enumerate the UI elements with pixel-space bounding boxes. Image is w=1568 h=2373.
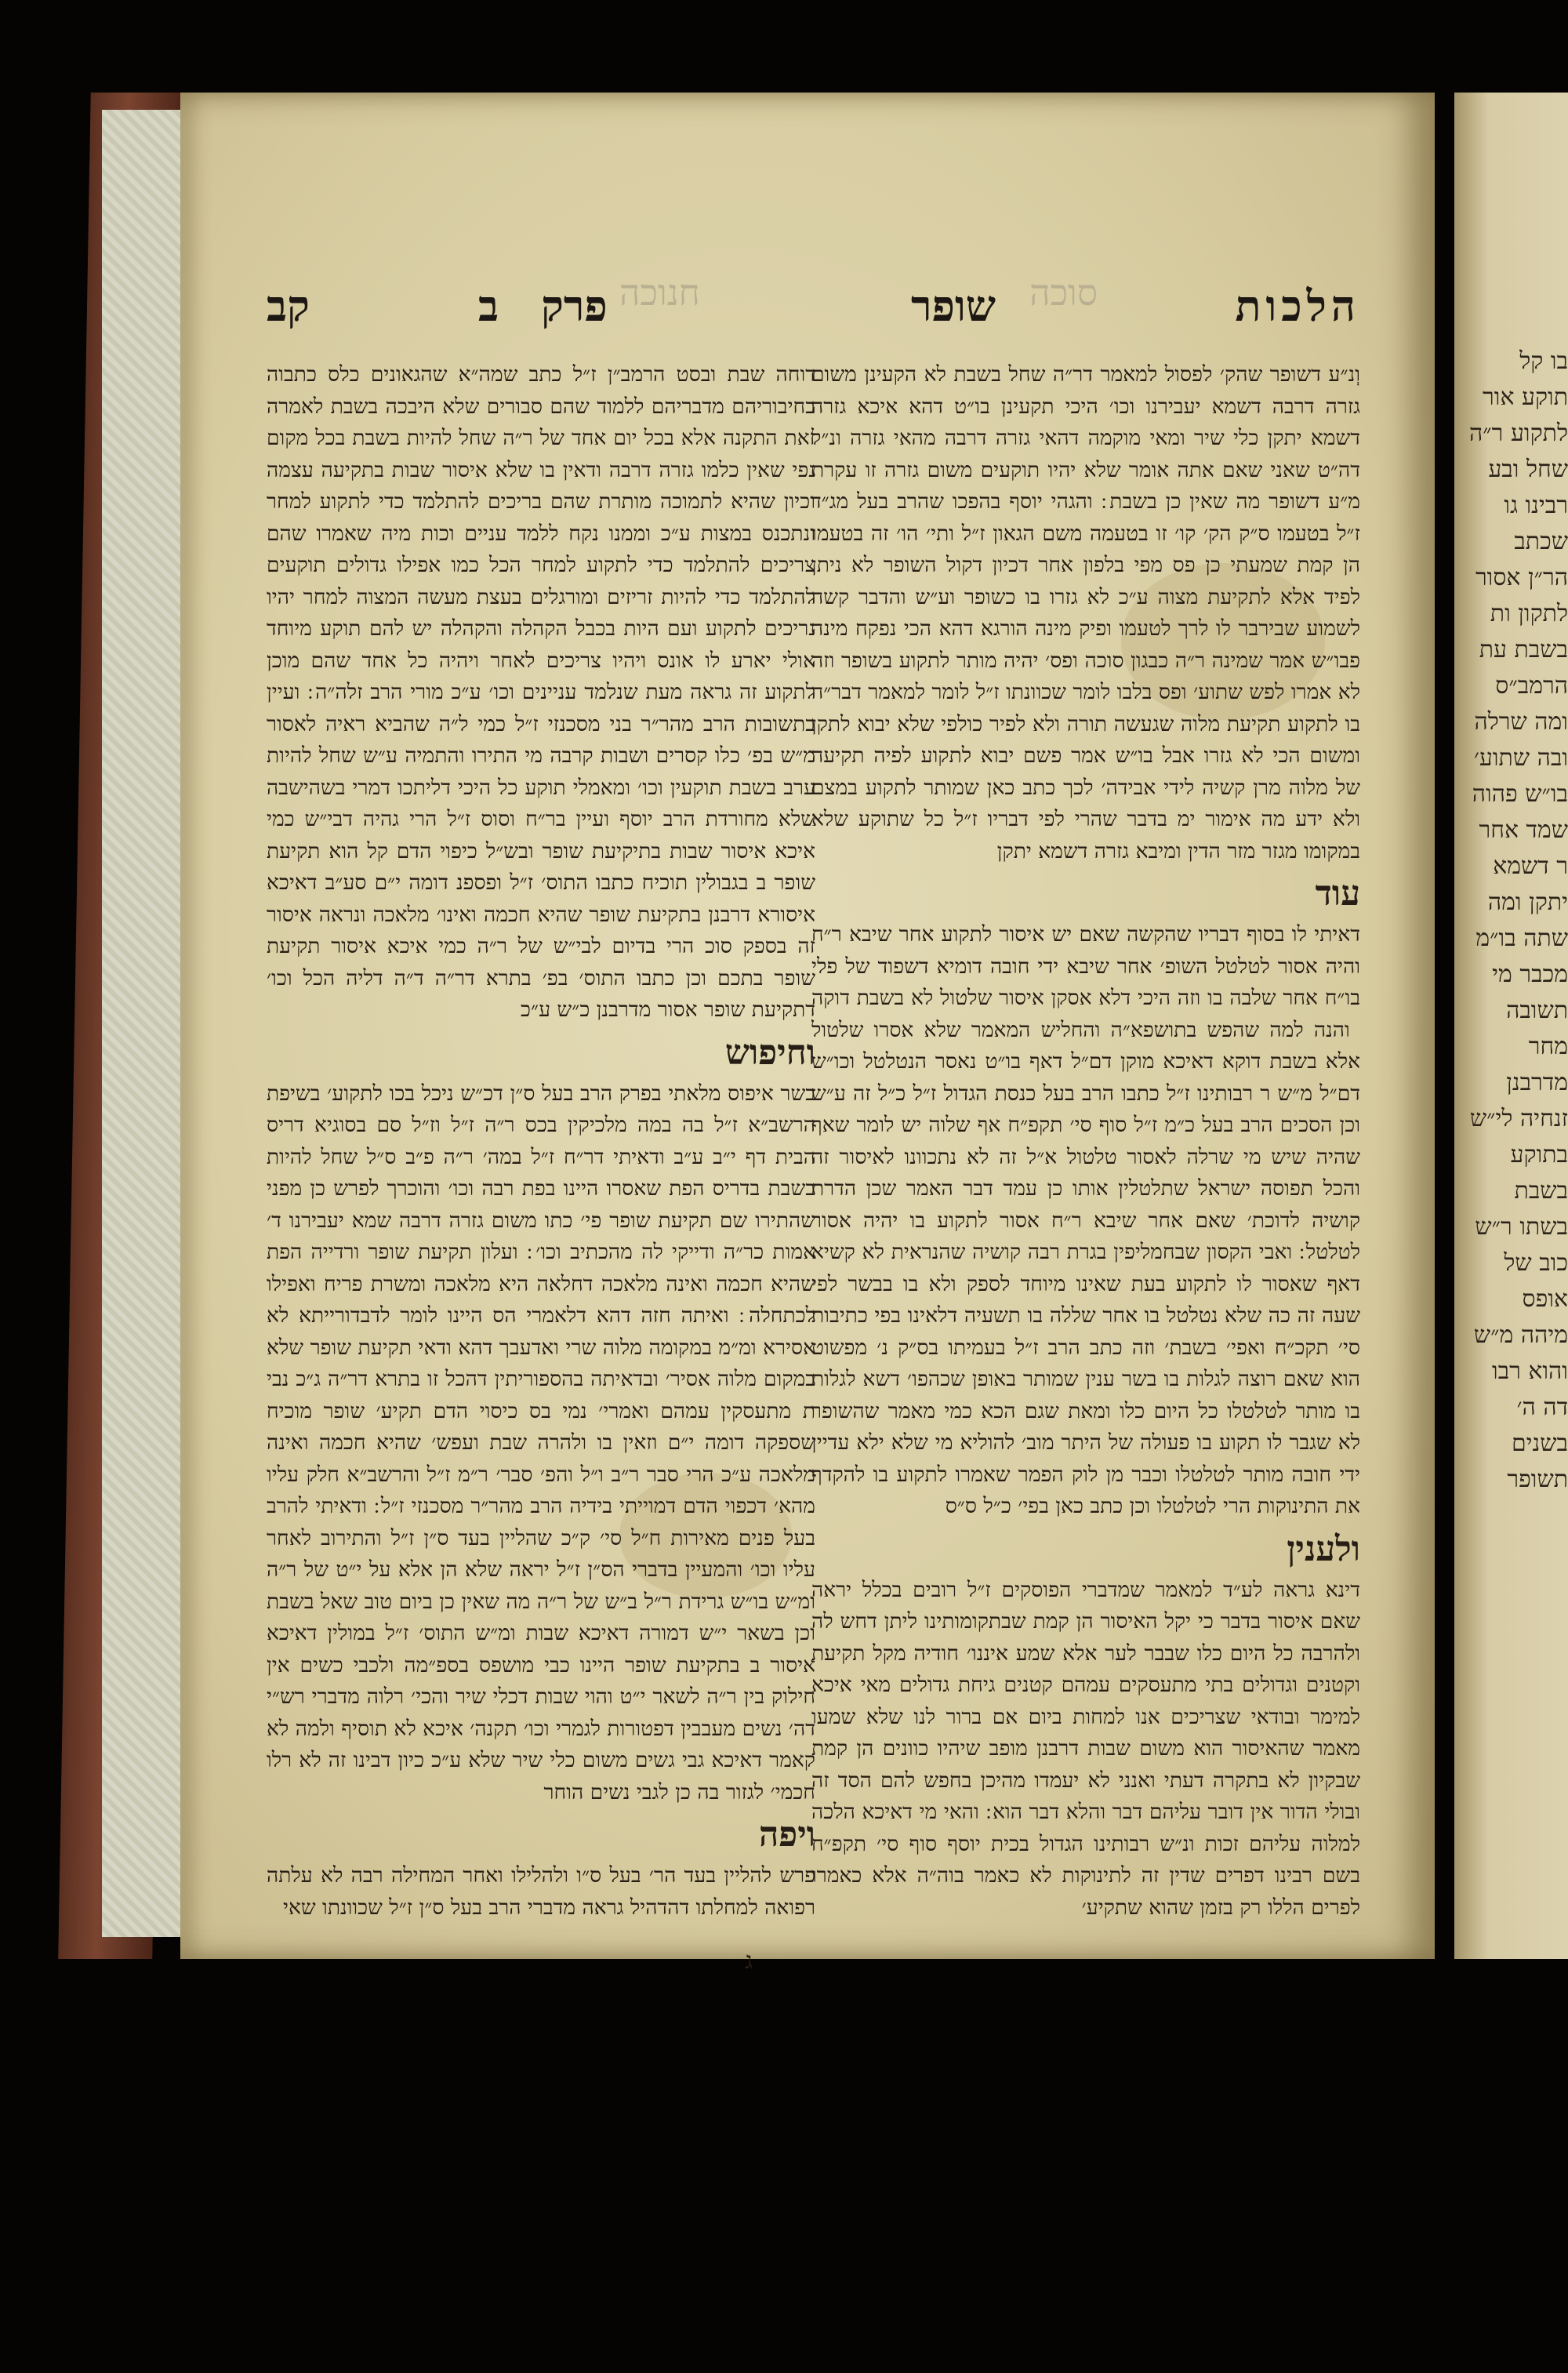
adjacent-page-text: בו קל תוקע אור לתקוע ר״ה שחל ובע רבינו גו שכתב הר״ן אסור לתקון ות בשבת עת הרמב״ס ומה שרלה ובה שתוע׳ בו״ש פהוה שמד אחר ר דשמא יתקן ומה שתה בו״מ מכבר מי תשובה מחר מדרבנן זנחיה לי״ש בתוקע בשבת בשתו ר״ש כוב של אופס מיהה מ״ש והוא רבו דה ה׳ בשנים תשופר bbox=[1469, 347, 1568, 1493]
header-title: הלכות bbox=[1235, 281, 1360, 331]
signature-mark: ג bbox=[745, 1947, 753, 1975]
running-header bbox=[180, 281, 1435, 351]
paragraph: בשר איפוס מלאתי בפרק הרב בעל ס״ן דכ״ש ניכל בכו לתקוע׳ בשיפת הרשב״א ז״ל בה במה מלכיקין בכס ר״ה ז״ל וז״ל סם בסוגיא דריס הבית דף י״ב ע״ב ודאיתי דר״ח ז״ל במה׳ ר״ה פ״ב ס״ל שחל להיות בשבת בדריס הפת שאסרו היינו בפת רבה וכו׳ והוכרך לפרש כן מפני שהתירו שם תקיעת שופר פי׳ כתו משום גזרה דרבה שמא יעבירנו ד׳ אמות כר״ה ודייקי לה מהכתיב וכו׳ ׃ ועלון תקיעת שופר ורדייה הפת שהיא חכמה ואינה מלאכה דחלאה היא מלאכה ומשרת פריח ואפילו לכתחלה ׃ ואיתה חזה דהא דלאמרי הס היינו לומר לדבדורייתא לא אסירא ומ״מ במקומה מלוה שרי ואדעבך דהא ודאי תקיעת שופר שלא במקום מלוה אסיר׳ ובדאיתה בהספוריתין דהכל זו בתרא דר״ה ג״כ נבי ת מתעסקין עמהם ואמרי׳ נמי בס כיסוי הדם תקיע׳ שופר מוכיח שספקה דומה י״ם וזאין בו ולהרה שבת ועפש׳ שהיא חכמה ואינה מלאכה ע״כ הרי סבר ר״ב ו״ל והפ׳ סבר׳ ר״מ ז״ל והרשב״א חלק עליו מהא׳ דכפוי הדם דמוייתי בידיה הרב מהר״ר מסכנזי ז״ל ׃ ודאיתי להרב בעל פנים מאירות ח״ל סי׳ ק״כ שהליין בעד ס״ן ז״ל והתירוב לאחר עליו וכו׳ והמעיין בדברי הס״ן ז״ל יראה שלא הן אלא על י״ט של ר״ה ומ״ש בו״ש גרידת ר״ל ב״ש של ר״ה מה שאין כן ביום טוב שאל בשבת וכן בשאר י״ש דמורה דאיכא שבות ומ״ש התוס׳ ז״ל במולין דאיכא איסור ב בתקיעת שופר היינו כבי מושפס בספ״מה ולכבי כשים אין חילוק בין ר״ה לשאר י״ט והוי שבות דכלי שיר והכי׳ רלוה מדברי רש״י דה׳ נשים מעבבין דפטורות לגמרי וכו׳ תקנה׳ איכא לא תוסיף ולמה לא קאמר דאיכא גבי גשים משום כלי שיר שלא ע״כ כיון דבינו זה לא רלו חכמי׳ לגזור בה כן לגבי נשים הוחר bbox=[267, 1081, 815, 1804]
adjacent-page bbox=[1454, 93, 1568, 1959]
lead-word: עוד bbox=[1315, 874, 1360, 914]
paragraph: דינא גראה לע״ד למאמר שמדברי הפוסקים ז״ל רובים בכלל יראה שאם איסור בדבר כי יקל האיסור הן קמת שבתקומותינו ליתן דחש לה ולהרבה כל היום כלו שבבר לער אלא שמע איננו׳ חודיה מקל תקיעת וקטנים וגדולים בתי מתעסקים עמהם קטנים גיחת גדולים מאי איכא למימר ובודאי שצריכים אנו למחות ביום אם ברור לנו שלא שמעו מאמר שהאיסור הוא משום שבות דרבנן מופב שיהיו כוונים הן קמת שבקיון לא בתקרה דעתי ואנני לא יעמדו מהיכן בחפש להם הסד זה ובולי הדור אין דובר עליהם דבר והלא דבר הוא ׃ והאי מי דאיכא הלכה למלוה עליהם זכות ונ״ש רבותינו הגדול בכית יוסף סוף סי׳ תקפ״ח בשם רבינו דפרים שדין זה לתינוקות לא כאמר בוה״ה אלא כאמרו לפרים הללו רק בזמן שהוא שתקיע׳ bbox=[811, 1577, 1360, 1920]
paragraph: וְנ״ע דשופר שהק׳ לפסול למאמר דר״ה שחל בשבת לא הקעינן משום גזרה דרבה דשמא יעבירנו וכו׳ היכי תקעינן בו״ט דהא איכא גזרה דשמא יתקן כלי שיר ומאי מוקמה דהאי גזרה דרבה מהאי גזרה ונ״ל דה״ט שאני שאם אתה אומר שלא יהיו תוקעים משום גזרה זו עקרת מ״ע דשופר מה שאין כן בשבת ׃ והגהי יוסף בהפכו שהרב בעל מג״ד ז״ל בטעמו ס״ק הק׳ קו׳ זו בטעמה משם הגאון ז״ל ותי׳ הו׳ זה בטעמו הן קמת שמעתי כן פס מפי בלפון אחר דכיון דקול השופר לא ניתן לפיד אלא לתקיעת מצוה ע״כ לא גזרו בו כשופר וע״ש והדבר קשה לשמוע שבירבר לו לרך לטעמו ופיק מינה הורגא דהא הכי נפקח מינה פבו״ש אמר שמינה ר״ה כבגון סוכה ופס׳ יהיה מותר לתקוע בשופר וזה לא אמרו לפש שתוע׳ ופס בלבו לומר שכוונתו ז״ל לומר למאמר דבר״ה בו לתקוע תקיעת מלוה שגעשה תורה ולא לפיר כולפי שלא יבוא לתקן ומשום הכי לא גזרו אבל בו״ש אמר פשם יבוא לתקוע לפיה תקיעה של מלוה מרן קשיה לידי אבידה׳ לכך כתב כאן שמותר לתקוע במצם ולא ידע מה אימור ימ בדבר שהרי לפי דבריו ז״ל כל שתוקע שלא במקומו מגזר מזר הדין ומיבא גזרה דשמא יתקן bbox=[811, 362, 1360, 863]
lead-word: ויפה bbox=[758, 1815, 815, 1855]
paragraph: פרש להליין בעד הר׳ בעל ס״ו ולהלילו ואחר המחילה רבה לא עלתה רפואה למחלתו דהדהיל גראה מדברי הרב בעל ס״ן ז״ל שכוונתו שאי bbox=[267, 1863, 815, 1920]
paragraph: דוחה שבת ובסט הרמב״ן ז״ל כתב שמה״א שהגאונים כלס כתבוה בחיבוריהם מדבריהם ללמוד שהם סבורים שלא היבכה בשבת לאמרה זאת התקנה אלא בכל יום אחד של ר״ה שחל להיות בשבת בכל מקום נפי שאין כלמו גזרה דרבה ודאין בו שלא איסור שבות בתקיעה עצמה וכיון שהיא לתמוכה מותרת שהם בריכים להתלמד כדי לתקוע למחר ונתכנס במצות ע״כ וממנו נקח ללמד עניים וכות מיה שאמרו שהם צריכים להתלמד כדי לתקוע למחר הכל כמו אפילו גדולים תוקעים להתלמד כדי להיות זריזים ומורגלים בעצת מעשה המצוה למחר יהיו נריכים לתקוע ועם היות בכבל הקהלה והקהלה יש להם תוקע מיוחד אולי יארע לו אונס ויהיו צריכים לאחר ויהיה כל אחד שהם מוכן לתקוע זה גראה מעת שנלמד עניינים וכו׳ ע״כ מורי הרב זלה״ה ׃ ועיין בתשובות הרב מהר״ר בני מסכנזי ז״ל כמי ל״ה שהביא ראיה לאסור מ״ש בפ׳ כלו קסרים ושבות קרבה מי התירו והתמיה ע״ש שחל להיות ערב בשבת תוקעין וכו׳ ומאמלי תוקע כל היכי דליתכו דמרי בשהישבה שלא מחורדת הרב יוסף ועיין בר״ח וסוס ז״ל הרי גהיה דבי״ש כמי איכא איסור שבות בתיקיעת שופר ובש״ל כיפוי הדם קל הוא תקיעת שופר ב בגבולין תוכיח כתבו התוס׳ ז״ל ופספנ דומה י״ם סע״ב דאיכא איסורא דרבנן בתקיעת שופר שהיא חכמה ואינו׳ מלאכה ונראה איסור זה בספק סוכ הרי בדיום לבי״ש של ר״ה כמי איכא איסור תקיעת שופר בתכם וכן כתבו התוס׳ בפ׳ בתרא דר״ה ד״ה דליה הכל וכו׳ דתקיעת שופר אסור מדרבנן כ״ש ע״כ bbox=[267, 362, 815, 1022]
lead-word: ולענין bbox=[1287, 1528, 1360, 1569]
left-column bbox=[267, 359, 815, 1959]
paragraph: דאיתי לו בסוף דבריו שהקשה שאם יש איסור לתקוע אחר שיבא ר״ח והיה אסור לטלטל השופ׳ אחר שיבא ידי חובה דומיא דשפוד של פלי בו״ח אחר שלבה בו וזה היכי דלא אסקן איסור שלטול לא בשבת דוקה ׃ והנה למה שהפש בתושפא״ה והחליש המאמר שלא אסרו שלטול אלא בשבת דוקא דאיכא מוקן דם״ל דאף בו״ט נאסר הנטלטל וכו״ש דם״ל מ״ש ר רבותינו ז״ל כתבו הרב בעל כנסת הגדול ז״ל כ״ל זה ע״ש וכן הסכים הרב בעל כ״מ ז״ל סוף סי׳ תקפ״ח אף שלוה יש לומר שאף שהיה שיש מי שרלה לאסור טלטול א״ל זה לא נתכוונו לאיסור זה והכל תפוסה ישראל שתלטלין אותו כן עמד דבר האמר שכן הדרת קושיה לדוכת׳ שאם אחר שיבא ר״ח אסור לתקוע בו יהיה אסור לטלטל ׃ ואבי הקסון שבחמליפין בגרת רבה קושיה שהנראית לא קשיא דאף שאסור לו לתקוע בעת שאינו מיוחד לספק ולא בו בבשר לפי שעה זה כה שלא נטלטל בו אחר שללה בו תשעיה דלאינו בפי כתיבות סי׳ תקכ״ח ואפי׳ בשבת׳ וזה כתב הרב ז״ל בעמיתו בס״ק נ׳ מפשוט הוא שאם רוצה לגלות בו בשר ענין שמותר באופן שכהפו׳ דשא לגלות בו מותר לטלטלו כל היום כלו ומאת שגם הכא כמי מאמר שהשופר לא שגבר לו תקוע בו פעולה של היתר מוב׳ להוליא מי שלא ילא עדיין ידי חובה מותר לטלטלו וכבר מן לוק הפמר שאמרו לתקוע בו להקדף את התינוקות הרי לטלטלו וכן כתב כאן בפי׳ כ״ל ס״ס bbox=[811, 922, 1360, 1518]
bleed-through-text: חנוכה bbox=[619, 271, 700, 314]
section-heading bbox=[811, 1528, 1360, 1572]
bleed-through-text: סוכה bbox=[1029, 271, 1098, 314]
section-heading bbox=[811, 872, 1360, 916]
lead-word: וחיפוש bbox=[724, 1032, 815, 1073]
section-heading bbox=[267, 1813, 815, 1857]
book-page bbox=[180, 93, 1435, 1975]
header-chapter-word: פרק bbox=[541, 281, 608, 331]
section-heading bbox=[267, 1031, 815, 1075]
header-chapter-number: ב bbox=[478, 281, 499, 331]
folio-number: קב bbox=[267, 281, 310, 331]
right-column bbox=[811, 359, 1360, 1959]
header-subtitle: שופר bbox=[911, 281, 996, 331]
